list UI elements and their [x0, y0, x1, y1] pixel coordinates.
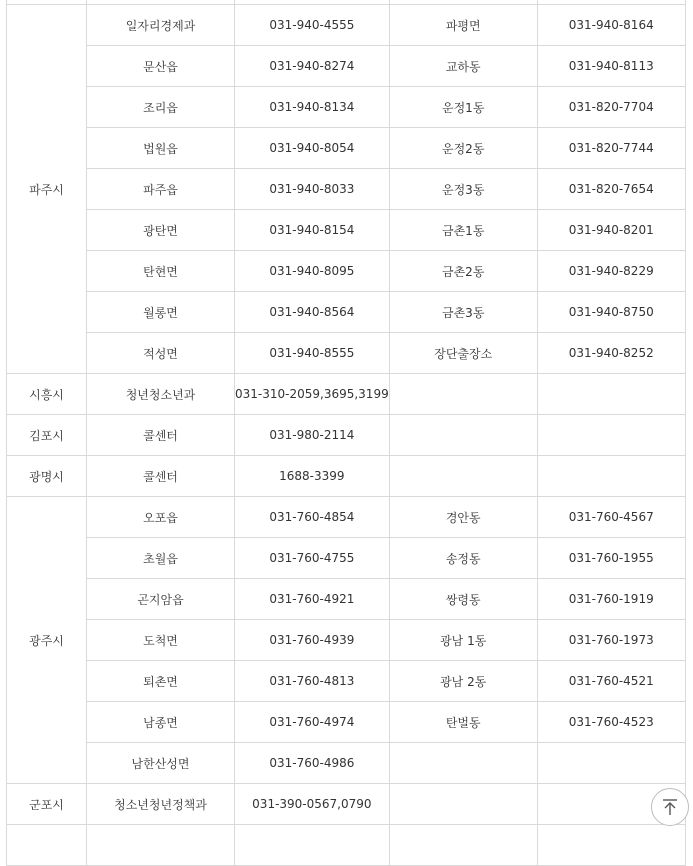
- office-phone-cell: 031-760-4523: [537, 702, 685, 743]
- office-phone-cell: 031-390-0567,0790: [235, 784, 390, 825]
- office-phone-cell: 031-760-4755: [235, 538, 390, 579]
- office-name-cell: 장단출장소: [389, 333, 537, 374]
- table-row: [7, 87, 686, 128]
- office-name-cell: [389, 743, 537, 784]
- office-name-cell: 파평면: [389, 5, 537, 46]
- office-name-cell: 콜센터: [87, 415, 235, 456]
- arrow-up-to-top-icon: [661, 798, 679, 816]
- table-row: [7, 251, 686, 292]
- office-name-cell: 곤지암읍: [87, 579, 235, 620]
- office-name-cell: 금촌1동: [389, 210, 537, 251]
- office-phone-cell: 031-980-2114: [235, 415, 390, 456]
- office-phone-cell: 1688-3399: [235, 456, 390, 497]
- office-phone-cell: 031-940-8252: [537, 333, 685, 374]
- office-phone-cell: 031-940-8164: [537, 5, 685, 46]
- office-phone-cell: 031-940-8054: [235, 128, 390, 169]
- office-name-cell: 오포읍: [87, 497, 235, 538]
- office-phone-cell: 031-940-8113: [537, 46, 685, 87]
- office-phone-cell: 031-940-8033: [235, 169, 390, 210]
- office-phone-cell: 031-760-1973: [537, 620, 685, 661]
- office-phone-cell: 031-940-8201: [537, 210, 685, 251]
- city-cell: 광명시: [7, 456, 87, 497]
- table-row: [7, 128, 686, 169]
- office-name-cell: 도척면: [87, 620, 235, 661]
- city-cell: 광주시: [7, 497, 87, 784]
- office-phone-cell: 031-820-7654: [537, 169, 685, 210]
- office-phone-cell: 031-940-8229: [537, 251, 685, 292]
- office-name-cell: 송정동: [389, 538, 537, 579]
- office-phone-cell: 031-940-4555: [235, 5, 390, 46]
- table-row: [7, 46, 686, 87]
- office-name-cell: 광남 2동: [389, 661, 537, 702]
- office-name-cell: 퇴촌면: [87, 661, 235, 702]
- office-name-cell: 운정3동: [389, 169, 537, 210]
- office-phone-cell: [537, 374, 685, 415]
- office-phone-cell: 031-940-8154: [235, 210, 390, 251]
- office-name-cell: 광남 1동: [389, 620, 537, 661]
- office-name-cell: 금촌3동: [389, 292, 537, 333]
- city-cell: 파주시: [7, 5, 87, 374]
- office-name-cell: 법원읍: [87, 128, 235, 169]
- office-name-cell: 경안동: [389, 497, 537, 538]
- office-phone-cell: 031-820-7704: [537, 87, 685, 128]
- office-name-cell: 광탄면: [87, 210, 235, 251]
- table-row: [7, 374, 686, 415]
- office-name-cell: 운정1동: [389, 87, 537, 128]
- office-name-cell: [389, 784, 537, 825]
- office-name-cell: [389, 374, 537, 415]
- table-row: [7, 497, 686, 538]
- office-phone-cell: 031-940-8134: [235, 87, 390, 128]
- office-name-cell: [389, 415, 537, 456]
- office-name-cell: 운정2동: [389, 128, 537, 169]
- office-name-cell: 콜센터: [87, 456, 235, 497]
- office-phone-cell: 031-310-2059,3695,3199: [235, 374, 390, 415]
- office-name-cell: 일자리경제과: [87, 5, 235, 46]
- office-phone-cell: 031-760-4986: [235, 743, 390, 784]
- table-row: [7, 825, 686, 866]
- office-phone-cell: 031-760-4939: [235, 620, 390, 661]
- table-row: [7, 538, 686, 579]
- table-row: [7, 333, 686, 374]
- office-name-cell: 쌍령동: [389, 579, 537, 620]
- office-phone-cell: 031-940-8750: [537, 292, 685, 333]
- table-row: [7, 5, 686, 46]
- office-name-cell: 월롱면: [87, 292, 235, 333]
- table-row: [7, 456, 686, 497]
- office-phone-cell: [537, 743, 685, 784]
- office-name-cell: 남한산성면: [87, 743, 235, 784]
- office-phone-cell: 031-760-4974: [235, 702, 390, 743]
- office-name-cell: 청소년청년정책과: [87, 784, 235, 825]
- office-name-cell: 금촌2동: [389, 251, 537, 292]
- contact-table: [6, 0, 686, 866]
- table-row: [7, 784, 686, 825]
- city-cell: 김포시: [7, 415, 87, 456]
- office-phone-cell: 031-760-4921: [235, 579, 390, 620]
- city-cell: [7, 825, 87, 866]
- office-name-cell: 문산읍: [87, 46, 235, 87]
- office-phone-cell: 031-940-8274: [235, 46, 390, 87]
- office-name-cell: 조리읍: [87, 87, 235, 128]
- office-phone-cell: [537, 825, 685, 866]
- office-name-cell: [389, 825, 537, 866]
- office-name-cell: 청년청소년과: [87, 374, 235, 415]
- office-name-cell: 파주읍: [87, 169, 235, 210]
- table-row: [7, 620, 686, 661]
- office-phone-cell: 031-760-4567: [537, 497, 685, 538]
- office-phone-cell: 031-760-4813: [235, 661, 390, 702]
- office-name-cell: 탄현면: [87, 251, 235, 292]
- office-name-cell: 교하동: [389, 46, 537, 87]
- office-phone-cell: 031-760-4521: [537, 661, 685, 702]
- table-row: [7, 169, 686, 210]
- office-phone-cell: [235, 825, 390, 866]
- office-phone-cell: 031-940-8564: [235, 292, 390, 333]
- office-name-cell: 탄벌동: [389, 702, 537, 743]
- office-name-cell: 적성면: [87, 333, 235, 374]
- table-row: [7, 743, 686, 784]
- office-phone-cell: 031-760-1919: [537, 579, 685, 620]
- table-row: [7, 579, 686, 620]
- office-phone-cell: 031-760-1955: [537, 538, 685, 579]
- table-row: [7, 661, 686, 702]
- city-cell: 시흥시: [7, 374, 87, 415]
- office-phone-cell: 031-820-7744: [537, 128, 685, 169]
- office-name-cell: 남종면: [87, 702, 235, 743]
- city-cell: 군포시: [7, 784, 87, 825]
- office-phone-cell: [537, 415, 685, 456]
- office-phone-cell: 031-940-8095: [235, 251, 390, 292]
- table-row: [7, 292, 686, 333]
- office-name-cell: [389, 456, 537, 497]
- table-row: [7, 210, 686, 251]
- scroll-to-top-button[interactable]: [651, 788, 689, 826]
- office-phone-cell: [537, 456, 685, 497]
- office-name-cell: [87, 825, 235, 866]
- table-row: [7, 702, 686, 743]
- office-name-cell: 초월읍: [87, 538, 235, 579]
- office-phone-cell: 031-760-4854: [235, 497, 390, 538]
- office-phone-cell: 031-940-8555: [235, 333, 390, 374]
- table-row: [7, 415, 686, 456]
